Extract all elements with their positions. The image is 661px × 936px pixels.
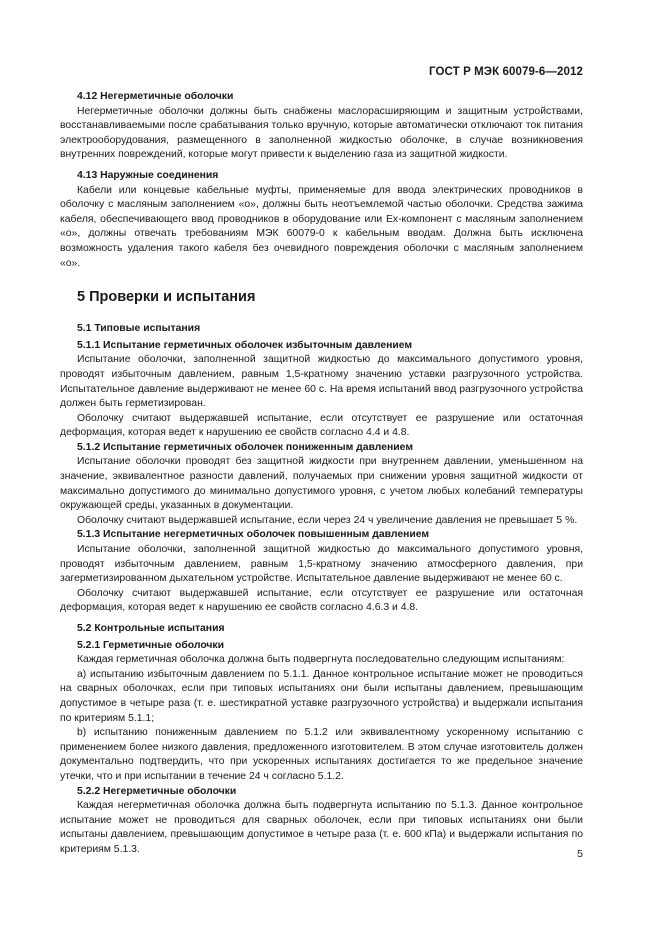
section-heading-5-1: 5.1 Типовые испытания [77, 323, 201, 335]
section-heading-5-2: 5.2 Контрольные испытания [77, 623, 225, 634]
section-heading-5-1-2: 5.1.2 Испытание герметичных оболочек пониженным давлением [77, 441, 414, 453]
section-heading-4-13: 4.13 Наружные соединения [77, 169, 219, 181]
paragraph: Оболочку считают выдержавшей испытание, если отсутствует ее разрушение или остаточная деформация, которая ведет к нарушению ее свойств согласно 4.6.3 и 4.8. [60, 587, 583, 614]
document-code-header: ГОСТ Р МЭК 60079-6—2012 [429, 66, 583, 78]
paragraph: Испытание оболочки, заполненной защитной жидкостью до максимального допустимого уровня, проводят избыточным давлением, равным 1,5-кратному значению уставки разгрузочного устройства. Испытательное давление выдерживают не менее 60 с. На время испытаний ввод разгрузочного устройства должен быть герметизирован. [60, 354, 583, 410]
page-content [60, 90, 583, 858]
section-heading-5-1-3: 5.1.3 Испытание негерметичных оболочек повышенным давлением [77, 529, 430, 541]
section-heading-5-2-2: 5.2.2 Негерметичные оболочки [77, 785, 237, 797]
paragraph: Каждая негерметичная оболочка должна быть подвергнута испытанию по 5.1.3. Данное контрольное испытание может не проводиться для сварных оболочек, если при типовых испытаниях они были испытаны давлением, превышающим допустимое в четыре раза (т. е. 600 кПа) и выдержали испытания по критериям 5.1.3. [60, 800, 583, 855]
section-heading-4-12: 4.12 Негерметичные оболочки [77, 91, 234, 102]
chapter-heading-5: 5 Проверки и испытания [77, 289, 256, 306]
paragraph: Испытание оболочки, заполненной защитной жидкостью до максимального допустимого уровня, проводят избыточным давлением, равным 1,5-кратному значению атмосферного давления, при загерметизированном дыхательном устройстве. Испытательное давление выдерживают не менее 60 с. [60, 544, 583, 585]
paragraph: Оболочку считают выдержавшей испытание, если отсутствует ее разрушение или остаточная деформация, которая ведет к нарушению ее свойств согласно 4.4 и 4.8. [60, 412, 583, 439]
paragraph: Кабели или концевые кабельные муфты, применяемые для ввода электрических проводников в оболочку с масляным заполнением «о», должны быть неотъемлемой частью оболочки. Средства зажима кабеля, обеспечивающего ввод проводников в оборудование или Ex-компонент с масляным заполнением «о», должны отвечать требованиям МЭК 60079-0 к кабельным вводам. Должна быть исключена возможность удаления такого кабеля без очевидного повреждения оболочки с масляным заполнением «о». [60, 184, 583, 269]
section-heading-5-2-1: 5.2.1 Герметичные оболочки [77, 639, 225, 651]
paragraph: Испытание оболочки проводят без защитной жидкости при внутреннем давлении, уменьшенном на значение, эквивалентное разности давлений, получаемых при снижении уровня защитной жидкости от максимально допустимого до минимально допустимого уровня, с учетом любых колебаний температуры окружающей среды, указанных в документации. [60, 456, 583, 512]
section-heading-5-1-1: 5.1.1 Испытание герметичных оболочек избыточным давлением [77, 339, 413, 351]
paragraph: Каждая герметичная оболочка должна быть подвергнута последовательно следующим испытаниям: [77, 654, 565, 666]
list-item-b: b) испытанию пониженным давлением по 5.1.2 или эквивалентному ускоренному испытанию с применением более низкого давления, предложенного изготовителем. В этом случае изготовитель должен документально подтвердить, что при ускоренных испытаниях достигается то же предельное значение утечки, что и при испытании в течение 24 ч согласно 5.1.2. [60, 727, 583, 782]
paragraph: Негерметичные оболочки должны быть снабжены маслорасширяющим и защитным устройствами, восстанавливаемыми после срабатывания только вручную, которые автоматически отключают ток питания электрооборудования, размещенного в заполненной жидкостью оболочке, в случае возникновения внутренних повреждений, которые могут привести к выделению газа из защитной жидкости. [60, 105, 583, 161]
list-item-a: a) испытанию избыточным давлением по 5.1.1. Данное контрольное испытание может не проводиться на сварных оболочках, если при типовых испытаниях они были испытаны давлением, превышающим допустимое в четыре раза (т. е. шестикратной уставке разгрузочного устройства) и выдержали испытания по критериям 5.1.1; [60, 668, 583, 724]
page-number: 5 [577, 848, 583, 860]
paragraph: Оболочку считают выдержавшей испытание, если через 24 ч увеличение давления не превышает 5 %. [77, 514, 578, 526]
